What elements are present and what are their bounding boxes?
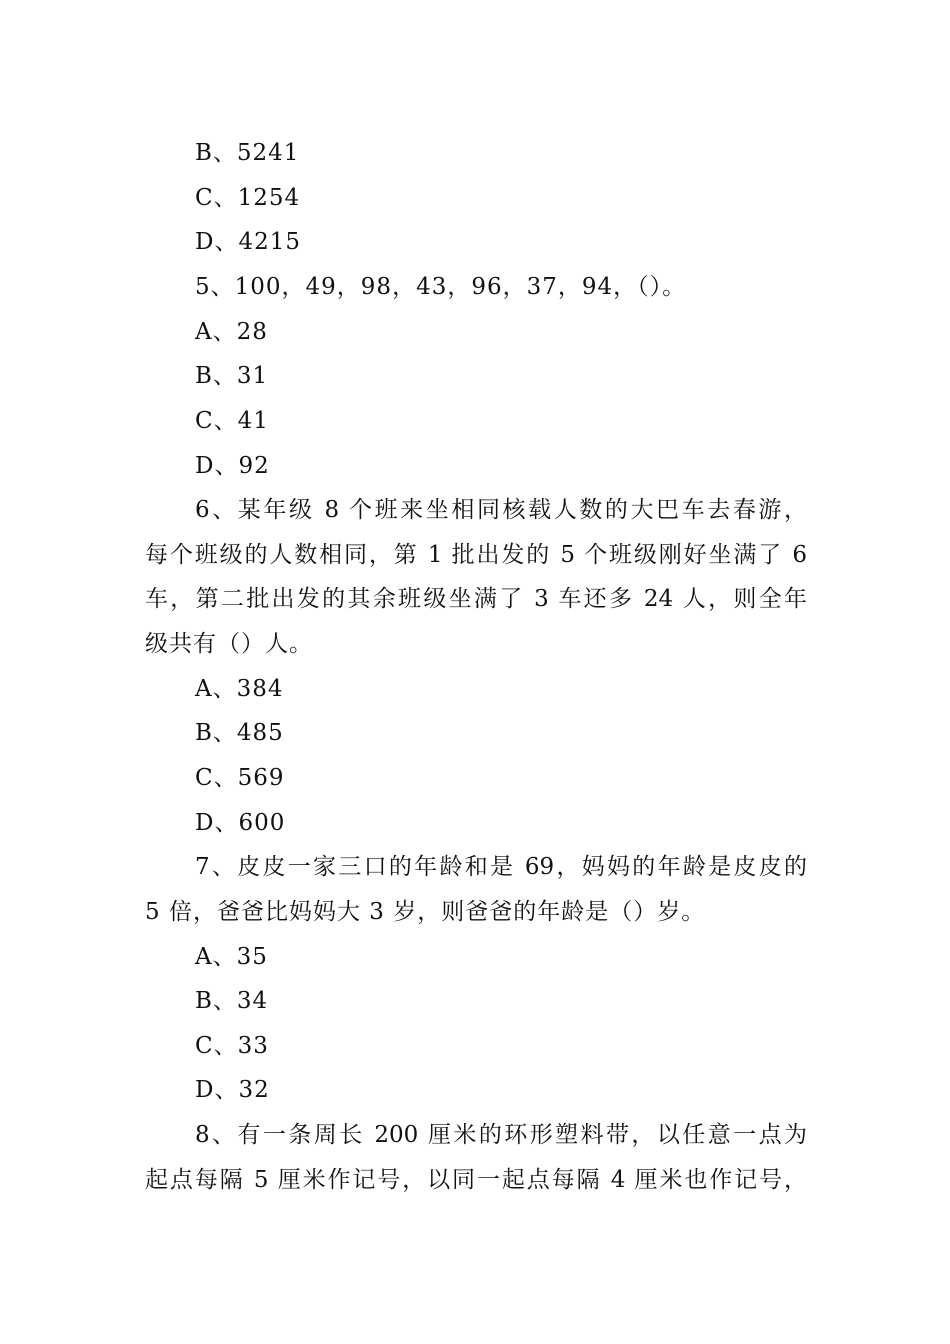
q5-stem: 5、100，49，98，43，96，37，94，（）。: [195, 274, 687, 300]
q6-option-d: D、600: [195, 810, 286, 836]
q4-option-b: B、5241: [195, 140, 300, 166]
q5-option-a: A、28: [195, 319, 268, 345]
q6-stem-line-1: 6、某年级 8 个班来坐相同核载人数的大巴车去春游，: [195, 497, 807, 523]
q6-option-c: C、569: [195, 765, 285, 791]
q4-option-d: D、4215: [195, 229, 301, 255]
q7-stem-line-1: 7、皮皮一家三口的年龄和是 69，妈妈的年龄是皮皮的: [195, 854, 807, 880]
q6-stem-line-4: 级共有（）人。: [145, 631, 313, 657]
q6-stem-line-3: 车，第二批出发的其余班级坐满了 3 车还多 24 人，则全年: [145, 586, 807, 612]
q4-option-c: C、1254: [195, 185, 301, 211]
q6-stem-line-2: 每个班级的人数相同，第 1 批出发的 5 个班级刚好坐满了 6: [145, 542, 807, 568]
q7-option-b: B、34: [195, 988, 269, 1014]
q6-option-b: B、485: [195, 720, 284, 746]
q5-option-b: B、31: [195, 363, 269, 389]
q7-option-d: D、32: [195, 1077, 270, 1103]
q6-option-a: A、384: [195, 676, 284, 702]
q5-option-d: D、92: [195, 453, 270, 479]
q7-stem-line-2: 5 倍，爸爸比妈妈大 3 岁，则爸爸的年龄是（）岁。: [145, 899, 706, 925]
q8-stem-line-1: 8、有一条周长 200 厘米的环形塑料带，以任意一点为: [195, 1122, 807, 1148]
q7-option-c: C、33: [195, 1033, 269, 1059]
q7-option-a: A、35: [195, 944, 268, 970]
q8-stem-line-2: 起点每隔 5 厘米作记号，以同一起点每隔 4 厘米也作记号，: [145, 1167, 807, 1193]
q5-option-c: C、41: [195, 408, 269, 434]
